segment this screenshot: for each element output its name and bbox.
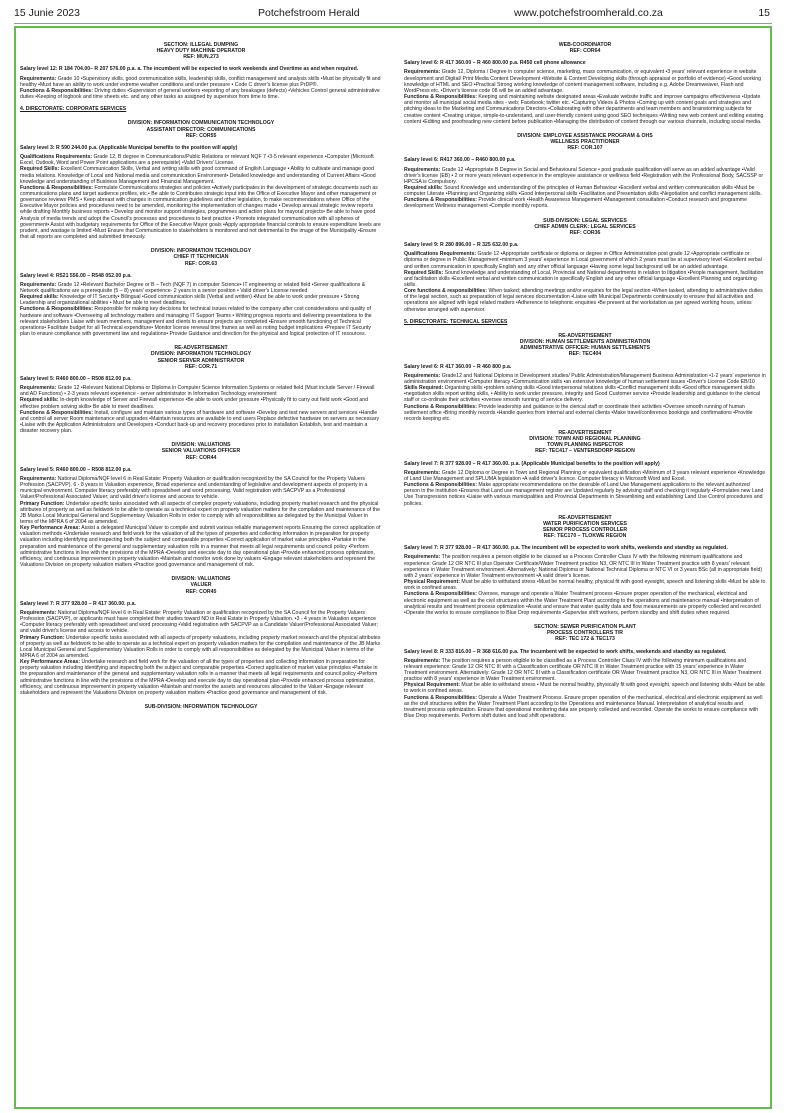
- paragraph-label: Functions & Responsibilities:: [20, 87, 93, 94]
- directorate-heading: 4. DIRECTORATE: CORPORATE SERVICES: [20, 106, 127, 113]
- vacancy-paragraph: [404, 482, 766, 507]
- spacer: [20, 337, 382, 343]
- vacancy-paragraph: [20, 185, 382, 240]
- paragraph-text: Sound Knowledge and understanding of the principles of Human Behaviour •Excellent verbal and written communication skills •Must be computer Literate •Planning and Organizing skills •Good Interpersonal skills •Facilitation and Presentation skills •Negotiation and conflict management skills.: [404, 184, 762, 198]
- heading-line: REF: MUN.273: [183, 54, 219, 61]
- paragraph-text: Provide leadership and guidance to the clerical staff or coordinate their activities •Oversee smooth running of human settlement office •Bring monthly records •Handle queries from internal and external clients •Make travel/conference bookings and confirmations •Provide records keeping etc.: [404, 403, 753, 422]
- paragraph-text: Operate a Water Treatment Process. Ensure proper operation of the mechanical, electrical and electronic equipment as well as the civil structures within the Water Treatment Plant according to the Operations and maintenance Manual. Interpretation of analytical results and treatment process optimization. Ensure that operational monitoring data are properly collected and recorded. Operate the works to ensure compliance with Blue Drop requirements. Perform shift duties and load shift operations.: [404, 694, 763, 720]
- paragraph-text: Excellent Communication Skills, Verbal and writing skills with good command of English Language • Ability to cultivate and manage good media relations. Knowledge of Local and National media and communication Environment• Detailed knowledge and understanding of Current Affairs •Good knowledge and understanding of Business Management and Financial Management.: [20, 166, 376, 185]
- spacer: [404, 507, 766, 513]
- vacancy-paragraph: [20, 88, 382, 100]
- paragraph-text: Undertake research and field work for the valuation of all the types of properties and collecting information in preparation for property valuation including identifying and inspecting both the subject and comparable properties •Correct application of market value principles •Partake in the preparation and maintenance of the general and supplementary valuation rolls in a manner that meets all legal requirements and council policy •Perform administrative functions in line with the provisions of the MPRA •Develop and execute day to day operational plan •Provide enhanced process optimization, efficiency, and continuous improvement in property valuation •Maintain and monitor the assets and resources allocated to the Valuer •Engage relevant stakeholders and represent the Valuations Division on property valuation matters •Practice good governance and management of risk.: [20, 659, 378, 696]
- paragraph-text: Organising skills •problem solving skills •Good interpersonal relations skills •Conflict management skills •Good office management skills •negotiation skills report writing skills, • Ability to work under pressure, integrity and Good Customer service •Provide leadership and guidance to the clerical staff or co-ordinate their activities •oversee smooth running of service delivery.: [404, 385, 761, 404]
- paragraph-label: Primary Function:: [20, 500, 65, 507]
- vacancy-paragraph: [20, 282, 382, 294]
- paragraph-text: Grade 12 •Relevant National Diploma or Diploma in Computer Science Information Systems or related field (Must include Server / Firewall and AD Functions) • 2-3 years relevant experience - server administrator in Information Technology environment: [20, 385, 375, 398]
- directorate-heading: 5. DIRECTORATE: TECHNICAL SERVICES: [404, 318, 508, 325]
- spacer: [404, 34, 766, 40]
- paragraph-label: Qualifications Requirements:: [20, 154, 93, 161]
- heading-line: DIVISION: INFORMATION TECHNOLOGY: [150, 351, 252, 358]
- paragraph-label: Requirements:: [20, 75, 57, 82]
- paragraph-text: Responsible for making key decisions for technical issues related to the company after cost considerations and quality of hardware and software •Overseeing all technology matters and managing IT Support Teams • Writing progress reports and delivering presentations to the relevant stakeholders Liaise with team members, management and clients to ensure projects are completed •Ensure smooth functioning of Technical operations• Facilitate budget for all Technical expenditure• Monitor license renewal time frames as well as noting budget implications •Prepare IT Security plan to ensure compliance with government law and regulations• Provide Guidance and direction for the physical and logical protection of IT resources.: [20, 306, 372, 338]
- vacancy-paragraph: [20, 397, 382, 409]
- paragraph-label: Required Skills:: [20, 166, 60, 173]
- vacancy-paragraph: [404, 69, 766, 94]
- vacancy-paragraph: [20, 154, 382, 166]
- vacancy-heading: [404, 430, 766, 455]
- paragraph-label: Functions & Responsibilities:: [404, 94, 477, 101]
- heading-line: SUB-DIVISION: LEGAL SERVICES: [543, 217, 627, 224]
- heading-line: WEB-COORDINATOR: [558, 42, 612, 48]
- heading-line: REF: TEC 172 & TEC173: [555, 636, 615, 643]
- vacancy-paragraph: [404, 94, 766, 125]
- vacancy-paragraph: [20, 294, 382, 306]
- paragraph-label: Functions & Responsibilities:: [404, 403, 477, 410]
- vacancy-heading: [20, 345, 382, 370]
- paragraph-label: Primary Function:: [20, 634, 65, 641]
- paragraph-label: Requirements:: [404, 372, 441, 379]
- spacer: [404, 325, 766, 331]
- paragraph-label: Requirements:: [404, 166, 441, 173]
- vacancy-paragraph: [20, 410, 382, 435]
- paragraph-text: The position requires a person eligible to be classified as a Process Controller Class IV with the following minimum qualifications and relevant experience: Grade 12 OR NTC III with a Classification certificate OR NTC III in Water Treatment practice with 15 years' experience in Water Treatment environment. Alternatively: Grade 12 OR NTC III with a Classification certificate OR Water Treatment practice N3, OR NTC III in Water Treatment practice with 8 years' experience in Water Treatment environment.: [404, 657, 762, 683]
- heading-line: SECTION: ILLEGAL DUMPING: [163, 42, 239, 48]
- spacer: [404, 616, 766, 622]
- newspaper-title: Potchefstroom Herald: [258, 7, 360, 19]
- paragraph-label: Requirements:: [20, 385, 57, 392]
- paragraph-text: Grade 10 •Supervisory skills, good communication skills, leadership skills, conflict management and analysis skills •Must be physically fit and healthy •Must have an ability to work under extreme weather conditions and under pressure • Code C driver's license plus PrDP®.: [20, 75, 381, 88]
- newspaper-url[interactable]: www.potchefstroomherald.co.za: [514, 7, 663, 19]
- vacancy-paragraph: [20, 635, 382, 660]
- paragraph-label: Key Performance Areas:: [20, 525, 81, 532]
- vacancy-paragraph: [404, 579, 766, 591]
- spacer: [20, 434, 382, 440]
- paragraph-label: Physical Requirement:: [404, 682, 460, 689]
- vacancy-heading: [20, 248, 382, 266]
- paragraph-label: Skills Required:: [404, 385, 444, 392]
- vacancy-paragraph: [20, 76, 382, 88]
- vacancy-heading: [404, 333, 766, 358]
- paragraph-label: Functions & Responsibilities:: [404, 591, 477, 598]
- vacancy-paragraph: [20, 610, 382, 635]
- paragraph-label: Functions & Responsibilities:: [404, 197, 477, 204]
- heading-line: REF: COR.71: [184, 363, 218, 370]
- paragraph-label: Requirements:: [20, 475, 57, 482]
- vacancy-paragraph: [20, 501, 382, 526]
- heading-line: RE-ADVERTISEMENT: [558, 332, 612, 339]
- vacancy-paragraph: [404, 658, 766, 683]
- heading-line: REF: COR55: [185, 132, 217, 139]
- heading-line: REF: COR.63: [184, 260, 218, 267]
- heading-line: REF: TEC417 – VENTERSDORP REGION: [535, 448, 635, 455]
- salary-line: Salary level 8: R 333 816.00 – R 368 616.00 p.a. The incumbent will be expected to work shifts, weekends and standby as regulated.: [404, 648, 727, 655]
- paragraph-label: Key Performance Areas:: [20, 659, 81, 666]
- paragraph-text: National Diploma/NQF level 6 in Real Estate: Property Valuation or qualification recognized by the SA Council for the Property Valuers Profession (SACPVP). 6 - 8 years in Valuation experience, Broad experience and understanding of legislative and development aspects of property in a municipal environment. Computer literacy preferably with spreadsheet and word processing. Valid registration with SACPVP as a Professional Valuer/Professional Associated Valuer; and valid driver's license and access to vehicle.: [20, 475, 368, 501]
- paragraph-label: Functions & Responsibilities:: [404, 482, 477, 489]
- heading-line: REF: COR64: [569, 48, 601, 55]
- heading-line: SECTION: SEWER PURIFICATION PLANT: [534, 624, 636, 631]
- vacancy-paragraph: [404, 470, 766, 482]
- vacancy-heading: [20, 442, 382, 460]
- vacancy-paragraph: [20, 166, 382, 184]
- salary-line: Salary level 7: R 377 928.00 – R 417 360.00. p.a. (Applicable Municipal benefits to the position will apply): [404, 460, 660, 467]
- paragraph-text: Assist a delegated Municipal Valuer to compile and submit various reliable management reports Ensuring the correct application of valuation methods •Undertake research and field work for the valuation of all the types of properties and collecting information in preparation for property valuation including identifying and inspecting both the subject and comparable properties •Correct application of market value principles •Partake in the preparation and maintenance of the general and supplementary valuation rolls in a manner that meets all legal requirements and council policy •Perform administrative functions in line with the provisions of the MPRA •Develop and execute day to day operational plan •Provide enhanced process optimization, efficiency, and continuous improvement in property valuation •Maintain and monitor work done by valuers •Engage relevant stakeholders and represent the Valuations Division on property valuation matters •Practice good governance and management of risk.: [20, 525, 381, 569]
- paragraph-label: Requirements:: [20, 281, 57, 288]
- heading-line: DIVISION: HUMAN SETTLEMENTS ADMINISTRATION: [519, 339, 651, 346]
- heading-line: SUB-DIVISION: INFORMATION TECHNOLOGY: [144, 704, 258, 711]
- vacancy-paragraph: [404, 682, 766, 694]
- paragraph-label: Qualifications Requirements:: [404, 251, 477, 258]
- paragraph-text: The position requires a person eligible to be classed as a Process Controller Class IV with the following minimum qualifications and experience: Grade 12 OR NTC III plus Operator Certificate/Water Treatment practice N3, OR NTC III in Water Treatment practice with 8 years' relevant experience in Water Treatment environment. Alternatively: National Diploma or National Technical Diploma or NTC VI or 3 years BSc (all in appropriate field) with 2 years' experience in Water Treatment environment •A valid driver's license.: [404, 554, 763, 579]
- paragraph-text: Undertake specific tasks associated with all aspects of complex property valuations, including property market research and the physical attributes of property as well as fieldwork to be able to operate as a technical expert on property valuation matters for the compilation and maintenance of the JB Marks Local Municipal General and Supplementary Valuation Rolls in order to comply with all responsibilities as delegated by the Municipal Valuer in terms of the MPRA 6 of 2004 as amended.: [20, 500, 380, 525]
- vacancy-paragraph: [404, 404, 766, 422]
- heading-line: ADMINISTRATIVE OFFICER: HUMAN SETTLEMENTS: [520, 345, 650, 352]
- heading-line: RE-ADVERTISEMENT: [174, 345, 228, 352]
- vacancy-paragraph: [20, 385, 382, 397]
- vacancy-heading: [404, 218, 766, 236]
- spacer: [20, 34, 382, 40]
- vacancies-box: [14, 26, 772, 1109]
- left-column: [20, 34, 382, 1104]
- salary-line: Salary level 7: R 377 928.00 – R 417 360.00. p.a. The incumbent will be expected to work shifts, weekends and standby as regulated.: [404, 545, 728, 552]
- spacer: [20, 112, 382, 118]
- heading-line: CHIEF ADMIN CLERK: LEGAL SERVICES: [534, 223, 636, 230]
- salary-line: Salary level 12: R 184 704.00– R 207 576.00 p.a. a. The incumbent will be expected to work weekends and Overtime as and when required.: [20, 66, 359, 73]
- vacancy-paragraph: [20, 476, 382, 501]
- heading-line: DIVISION: TOWN AND REGIONAL PLANNING: [529, 436, 641, 443]
- paragraph-label: Requirements:: [404, 554, 441, 561]
- heading-line: REF: TEC170 – TLOKWE REGION: [543, 533, 627, 540]
- heading-line: DIVISION: INFORMATION TECHNOLOGY: [150, 248, 252, 255]
- spacer: [20, 240, 382, 246]
- paragraph-label: Required skills:: [20, 294, 59, 301]
- issue-date: 15 Junie 2023: [14, 7, 80, 19]
- paragraph-label: Functions & Responsibilities:: [20, 306, 93, 313]
- paragraph-text: Grade 12 •Appropriate B Degree in Social and Behavioural Science • post graduate qualification will serve as an added advantage •Valid driver's license (EB) • 2 or more years relevant experience in the employee assistance or wellness field •Registration with the Professional Body, SACSSP or HPCSA is Compulsory.: [404, 166, 764, 185]
- heading-line: TOWN PLANNING INSPECTOR: [547, 442, 623, 449]
- vacancy-paragraph: [404, 167, 766, 185]
- heading-line: DIVISION: VALUATIONS: [171, 442, 231, 449]
- spacer: [20, 568, 382, 574]
- paragraph-text: Must be able to withstand stress •Must be normal healthy, physical fit with good eyesight, speech and listening skills •Must be able to work in confined areas.: [404, 579, 766, 592]
- vacancy-heading: [404, 624, 766, 642]
- spacer: [404, 210, 766, 216]
- paragraph-label: Required Skills:: [404, 269, 444, 276]
- paragraph-label: Functions & Responsibilities:: [20, 409, 93, 416]
- heading-line: REF: COR.107: [567, 145, 603, 152]
- salary-line: Salary level 9: R 280 896.00 – R 325 632.00 p.a.: [404, 242, 519, 249]
- vacancy-paragraph: [404, 385, 766, 403]
- vacancy-paragraph: [20, 525, 382, 568]
- salary-line: Salary level 5: R460 800.00 – R508 812.00 p.a.: [20, 375, 132, 382]
- vacancy-paragraph: [20, 659, 382, 696]
- vacancy-paragraph: [404, 554, 766, 579]
- salary-line: Salary level 7: R 377 928.00 – R 417 360.00. p.a.: [20, 600, 136, 607]
- heading-line: REF: COR36: [569, 229, 601, 236]
- vacancy-heading: [20, 42, 382, 60]
- vacancy-paragraph: [404, 197, 766, 209]
- heading-line: DIVISION: EMPLOYEE ASSISTANCE PROGRAM & OHS: [517, 132, 653, 139]
- vacancy-heading: [404, 515, 766, 540]
- heading-line: REF: COR45: [185, 588, 217, 595]
- right-column: [404, 34, 766, 1104]
- vacancy-heading: [20, 576, 382, 594]
- salary-line: Salary level 4: R521 556.00 – R548 052.00 p.a.: [20, 272, 132, 279]
- vacancy-heading: [20, 120, 382, 138]
- heading-line: WELLNESS PRACTITIONER: [550, 139, 620, 146]
- paragraph-text: Make appropriate recommendations on the desirable of Land Use Management applications to the relevant authorized person in the institution •Ensures that Land use management register are Updated regularly by advising staff and checking it regularly •Formulates new Land Use Transgression notices •Liaise with various municipalities and Provincial Departments in Streamlining and establishing Land Use Control procedures and policies.: [404, 482, 764, 507]
- heading-line: DIVISION: INFORMATION COMMUNICATION TECHNOLOGY: [127, 120, 275, 127]
- salary-line: Salary level 6: R417 360.00 – R460 800.00 p.a.: [404, 157, 516, 164]
- heading-line: SENIOR SERVER ADMINISTRATOR: [157, 357, 245, 364]
- spacer: [20, 710, 382, 716]
- paragraph-label: Requirements:: [404, 69, 441, 76]
- paragraph-text: Knowledge of IT Security• Bilingual •Good communication skills (Verbal and written) •Must be able to work under pressure • Strong Leadership and organizational abilities • Must be able to meet deadlines.: [20, 294, 360, 307]
- paragraph-label: Requirements:: [404, 469, 441, 476]
- heading-line: HEAVY DUTY MACHINE OPERATOR: [156, 48, 246, 55]
- salary-line: Salary level 6: R 417 360.00 – R 460 800.00 p.a. R450 cell phone allowance: [404, 60, 586, 67]
- vacancy-paragraph: [404, 288, 766, 313]
- spacer: [20, 696, 382, 702]
- page-number: 15: [758, 7, 770, 19]
- paragraph-text: When tasked; attending meetings and/or enquiries for the legal section •When tasked, attending to administrative duties of the legal section, such as preparation of legal services documentation •Liaise with Municipal Departments continuously to ensure that all activities and operations are aligned with legal related matters •Adherence to telephonic enquiries •Be present at the workstation as per agreed working hours, unless otherwise arranged with supervisor.: [404, 288, 763, 313]
- heading-line: WATER PURIFICATION SERVICES: [543, 520, 627, 527]
- paragraph-text: Must be able to withstand stress • Must be normal healthy, physically fit with good eyesight, speech and listening skills •Must be able to work in confined areas.: [404, 682, 765, 695]
- masthead-divider: [14, 23, 772, 24]
- paragraph-label: Requirements:: [404, 657, 441, 664]
- paragraph-text: Undertake specific tasks associated with all aspects of property valuations, including property market research and the physical attributes of property as well as fieldwork to be able to operate as a technical expert on property valuation matters for the compilation and maintenance of the JB Marks Local Municipal General and Supplementary Valuation Rolls in order to comply with all responsibilities as delegated by the Municipal Valuer in terms of the MPRA 6 of 2004 as amended.: [20, 634, 381, 659]
- heading-line: RE-ADVERTISEMENT: [558, 429, 612, 436]
- paragraph-text: Grade 12, Diploma / Degree in computer science, marketing, mass communication, or equivalent •3 years' relevant experience in website development and Digital/ Print Media Content Development •Website & Content Developing skills (through appraisal or portfolio of evidence) •Good working knowledge of HTML and SEO •Practical Strong working knowledge of content management software, including e.g. Adobe Dreamweaver, Flash and WordPress etc. •Driver's license code 08 will be an added advantage.: [404, 69, 762, 94]
- salary-line: Salary level 5: R460 800.00 – R508 812.00 p.a.: [20, 466, 132, 473]
- vacancy-paragraph: [404, 270, 766, 288]
- paragraph-text: Install, configure and maintain various types of hardware and software •Develop and test new servers and services •Handle and control all server Room maintenance and upgrades •Maintain resources are available to end users Replace defective hardware on servers as necessary •Liaise with the Application Administrators and Developers •Conduct back-up and recovery procedures prior to installation Establish, test and maintain a disaster recovery plan.: [20, 409, 380, 435]
- vacancy-heading: [404, 42, 766, 54]
- paragraph-text: In-depth knowledge of Server and Firewall experience •Be able to work under pressure •Physically fit to carry out field work •Good and effective problem solving skills• Be able to meet deadlines.: [20, 397, 369, 410]
- spacer: [404, 125, 766, 131]
- vacancy-paragraph: [404, 373, 766, 385]
- heading-line: CHIEF IT TECHNICIAN: [173, 254, 229, 261]
- paragraph-text: Grade 12, B degree in Communications/Public Relations or relevant NQF 7 •3-5 relevant experience •Computer (Microsoft Excel, Outlook, Word and Power Point applications are a prerequisite) •Valid Drivers' License.: [20, 154, 374, 167]
- heading-line: SENIOR PROCESS CONTROLLER: [542, 527, 628, 533]
- paragraph-text: Formulate Communications strategies and policies •Actively participates in the development of strategic documents such as communications plans and target audience profiles, etc.• Be able to Contributes strategic input into the Office of Executive Mayor and other management or governance reviews PMS • Keep abreast with changes in communication guidelines and other legislation, to make recommendations where Office of the Executive Mayor policies and procedures need to be amended, monitoring the implementation of changes made • Develop annual strategic review reports while drafting Monthly business reports • Develop and monitor support strategies, programmes and action plans for mayoral projects• Be able to have good Analysis of media trends and adopt the Council's processes and procedures to best practice • Promote integrated communication with all spheres of government• Assist with budgetary requirements for Office of the Executive Mayor goals •Apply appropriate financial controls to ensure expenditure levels are prudent, and wastage is limited •Must Ensure that Communication to stakeholders is monitored and not detrimental to the image of the Municipality •Ensure that all reports are completed and submitted timeously.: [20, 184, 381, 241]
- spacer: [404, 422, 766, 428]
- paragraph-text: Sound knowledge and understanding of Local, Provincial and National departments in relation to litigation •People management, facilitation and facilitation skills •Excellent verbal and written communication in specifically English and any other official language •Excellent Planning and organizing skills.: [404, 269, 764, 288]
- paragraph-text: Grade 12 Diploma or Degree in Town and Regional Planning or equivalent qualification •Minimum of 3 years relevant experience •Knowledge of Land Use Management and SPLUMA legislation •A valid driver's licence. Computer literacy in Microsoft Word and Excel.: [404, 469, 766, 482]
- paragraph-label: Required skills:: [404, 184, 443, 191]
- vacancy-paragraph: [404, 695, 766, 720]
- salary-line: Salary level 6: R 417 360.00 – R 460 800 p.a.: [404, 363, 512, 370]
- paragraph-label: Requirements:: [20, 609, 57, 616]
- vacancy-paragraph: [20, 306, 382, 337]
- paragraph-label: Required skills:: [20, 397, 59, 404]
- vacancy-paragraph: [404, 591, 766, 616]
- paragraph-label: Physical Requirement:: [404, 579, 460, 586]
- paragraph-text: Grade 12 •Relevant Bachelor Degree or B – Tech (NQF 7) in computer Science• IT engineering or related field •Server qualifications & Network qualifications are a prerequisite (5 – 8) years' experience- 2 years in a senior position • Valid driver's License needed: [20, 281, 366, 294]
- paragraph-text: Oversee, manage and operate a Water Treatment process •Ensure proper operation of the mechanical, electrical and electronic equipment as well as the civil structures within the Water Treatment Plant according to the operations and maintenance manual •Interpretation of analytical results and treatment process optimization •Assist and ensure that water quality data and flow measurements are properly collected and recorded •Operate the works to ensure compliance to Blue Drop requirements •Supervise shift workers, perform standby and shift duties when required.: [404, 591, 761, 616]
- heading-line: SENIOR VALUATIONS OFFICER: [161, 448, 241, 455]
- heading-line: VALUER: [190, 582, 212, 589]
- heading-line: REF: TEC404: [568, 351, 602, 358]
- heading-line: REF: COR44: [185, 454, 217, 461]
- paragraph-label: Functions & Responsibilities:: [20, 184, 93, 191]
- paragraph-label: Functions & Responsibilities:: [404, 694, 477, 701]
- heading-line: DIVISION: VALUATIONS: [171, 576, 231, 583]
- paragraph-text: Provide clinical work •Health Awareness Management •Management consultation •Conduct research and programme development Wellness management •Compile monthly reports.: [404, 197, 747, 210]
- heading-line: RE-ADVERTISEMENT: [558, 514, 612, 521]
- paragraph-text: Keeping and maintaining website designated areas •Evaluate website traffic and improve campaigns effectiveness •Update and monitor all municipal social media sites - web; Facebook; twitter etc. •Capturing Videos & Photos •Coming up with content goals and strategies and pitching ideas to the Marketing and Communications Directors •Collaborating with other departments and team members and brainstorming subjects for creative content •Creating unique, simple-to-understand, and user-friendly content using good SEO techniques •Writing new web content and editing existing content •Editing and proofreading new content before publication •Managing the distribution of content through our various channels, including social media.: [404, 94, 764, 125]
- vacancy-paragraph: [404, 251, 766, 269]
- vacancy-heading: [404, 133, 766, 151]
- paragraph-label: Core functions & responsibilities:: [404, 288, 488, 295]
- heading-line: ASSISTANT DIRECTOR: COMMUNICATIONS: [146, 126, 256, 133]
- heading-line: PROCESS CONTROLLERS T/R: [546, 630, 624, 637]
- paragraph-text: Driving duties •Supervision of general workers •reporting of any breakages (defects) •Vehicles Control general administrative duties •Keeping of logbook and time sheets etc. and any other tasks as assigned by supervisor from time to time.: [20, 87, 380, 101]
- paragraph-text: National Diploma/NQF level 6 in Real Estate: Property Valuation or qualification recognized by the SA Council for the Property Valuers Profession (SACPVP), or applicants must have completed their studies toward ND in Real Estate in Property Valuation. •3 - 4 years in Valuation experience •Computer literacy preferably with spreadsheet and word processing •Valid registration with SACPVP as a Candidate Valuer/Professional Associated Valuer; and valid driver's license and access to vehicle.: [20, 609, 378, 635]
- vacancy-paragraph: [404, 185, 766, 197]
- paragraph-text: Grade 12 •Appropriate certificate or diploma or degree in Office Administration post grade 12 •Appropriate certificate or diploma or degree in Public Management •minimum 3 years' experience in Local government of which 2 years must be at supervisory level •Excellent verbal and written communication in specifically English and any other official language •Having some legal background will be an added advantage.: [404, 251, 762, 270]
- paragraph-text: Grade12 and National Diploma in Development studies/ Public Administration/Management Business Administration •1-2 years' experience in administration environment •Computer literacy •Communication skills •an extensive knowledge of human settlement issues •Driver's License Code EB/10: [404, 372, 766, 385]
- salary-line: Salary level 3: R 590 244.00 p.a. (Applicable Municipal benefits to the position will apply): [20, 144, 238, 151]
